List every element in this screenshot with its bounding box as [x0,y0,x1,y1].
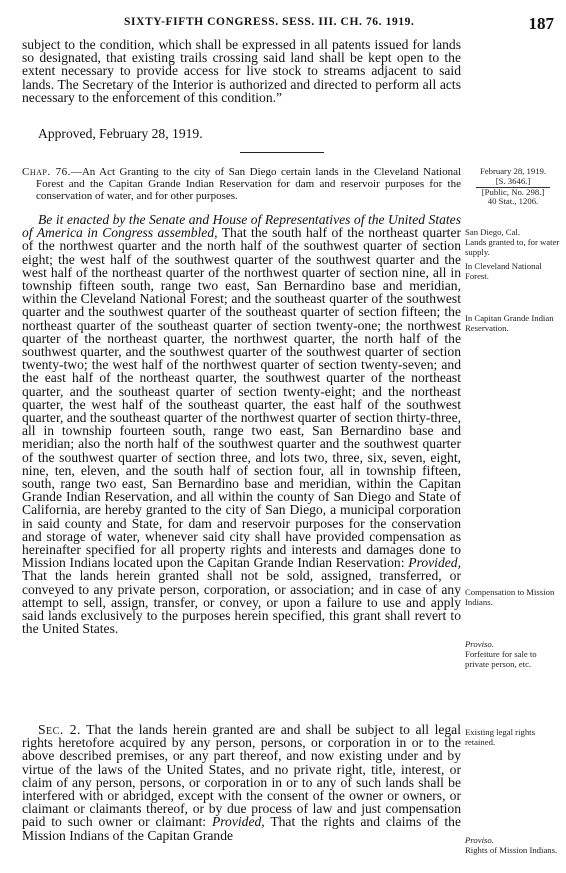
margin-note-text: Compensation to Mission Indians. [465,587,555,607]
chapter-label: Chap. 76. [22,166,71,178]
margin-note-text: Forfeiture for sale to private person, etc. [465,648,537,669]
margin-note-cleveland [465,262,560,282]
margin-note-compensation [465,588,560,608]
margin-note-text: Existing legal rights retained. [465,727,535,747]
approval-line: Approved, February 28, 1919. [38,126,203,141]
margin-proviso-label: Proviso. [465,835,494,845]
intro-paragraph-block [22,38,461,104]
enacting-clause: Be it enacted by the Senate and House of Representatives of the United States of America in Congress assembled, [22,212,461,241]
section-2-proviso-text: That the rights and claims of the Mission Indians of the Capitan Grande [22,814,462,843]
margin-note-mission-indians [465,836,560,856]
margin-note-legal-rights [465,728,560,748]
enacting-text: That the south half of the northeast quarter of the northwest quarter and the north half of the southwest quarter of section eight; the west half of the southwest quarter of the southwest quarter and the west half of the northeast quarter of the northwest quarter of section nine, all in township fifteen south, range two east, San Bernardino base and meridian, within the Cleveland National Forest; and the southeast quarter of the southwest quarter and the southwest quarter of the southeast quarter of section fifteen; the northeast quarter of the southeast quarter of section twenty-one; the northwest quarter of the northeast quarter, the northwest quarter, the north half of the southwest quarter, and the southwest quarter of the southwest quarter of section twenty-two; the west half of the northwest quarter of section twenty-seven; and the east half of the northeast quarter, the southwest quarter of the northeast quarter, and the southeast quarter of section twenty-eight; and the northeast quarter, the west half of the southeast quarter, the east half of the southwest quarter, and the southeast quarter of the northwest quarter of section thirty-three, all in township fourteen south, range two east, San Bernardino base and meridian; also the north half of the southwest quarter and the southwest quarter of the southwest quarter of section three, and lots two, three, six, seven, eight, nine, ten, eleven, and the south half of section four, all in township fifteen, south, range two east, San Bernardino base and meridian, within the Capitan Grande Indian Reservation, and all within the county of San Diego and State of California, are hereby granted to the city of San Diego, a municipal corporation in said county and State, for dam and reservoir purposes for the conservation and storage of water, whenever said city shall have provided compensation as hereinafter specified for all property rights and interests and damages done to Mission Indians located upon the Capitan Grande Indian Reservation: [22,225,462,571]
enacting-proviso-text: That the lands herein granted shall not be sold, assigned, transferred, or conveyed to any private person, corporation, or association; and in case of any attempt to sell, assign, transfer, or convey, or upon a failure to use and apply said lands exclusively to the purposes herein specified, this grant shall revert to the United States. [22,568,461,637]
margin-note-text: Rights of Mission Indians. [465,844,558,855]
chapter-heading [22,166,461,202]
section-2 [22,723,461,842]
proviso-word: Provided, [211,814,265,830]
margin-note-text: Lands granted to, for water supply. [465,236,560,257]
running-head: SIXTY-FIFTH CONGRESS. SESS. III. CH. 76. 1919. [124,16,415,28]
chapter-heading-block [22,166,461,202]
margin-note-heading: San Diego, Cal. [465,227,521,237]
margin-note-text: In Cleveland National Forest. [465,261,542,281]
enacting-section [22,213,461,636]
margin-note-text: In Capitan Grande Indian Reservation. [465,313,554,333]
margin-date: February 28, 1919. [479,166,547,176]
intro-paragraph: subject to the condition, which shall be expressed in all patents issued for lands so designated, that existing trails crossing said land shall be kept open to the extent necessary to provide access for live stock to streams adjacent to said lands. The Secretary of the Interior is authorized and directed to perform all acts necessary to the enforcement of this condition.” [22,37,461,105]
section-2-text: That the lands herein granted are and shall be subject to all legal rights heretofore acquired by any person, persons, or corporation in or to the above described premises, or any part thereof, and now existing under and by virtue of the laws of the United States, and no private right, title, interest, or claim of any person, persons, or corporation in or to any of such lands shall be interfered with or abridged, except with the consent of the owner or owners, or claimant or claimants thereof, or by due process of law and just compensation paid to such owner or claimant: [22,722,461,830]
enacting-paragraph [22,213,461,636]
page-number: 187 [528,14,554,33]
margin-public-number: [Public, No. 298.] [481,186,545,197]
margin-bill-number: [S. 3646.] [476,177,550,188]
margin-proviso-label: Proviso. [465,639,494,649]
section-2-label: Sec. 2. [38,722,81,737]
margin-note-san-diego [465,228,560,257]
margin-note-forfeiture [465,640,560,669]
section-2-paragraph [22,723,461,842]
section-divider [240,152,324,153]
margin-statute-ref: 40 Stat., 1206. [487,196,539,207]
running-header [0,14,566,34]
margin-note-capitan-grande [465,314,560,334]
margin-date-note [468,167,558,207]
chapter-title: —An Act Granting to the city of San Diego certain lands in the Cleveland National Forest and the Capitan Grande Indian Reservation for dam and reservoir purposes for the conservation of water, and for other purposes. [36,166,462,202]
proviso-word: Provided, [408,555,461,571]
